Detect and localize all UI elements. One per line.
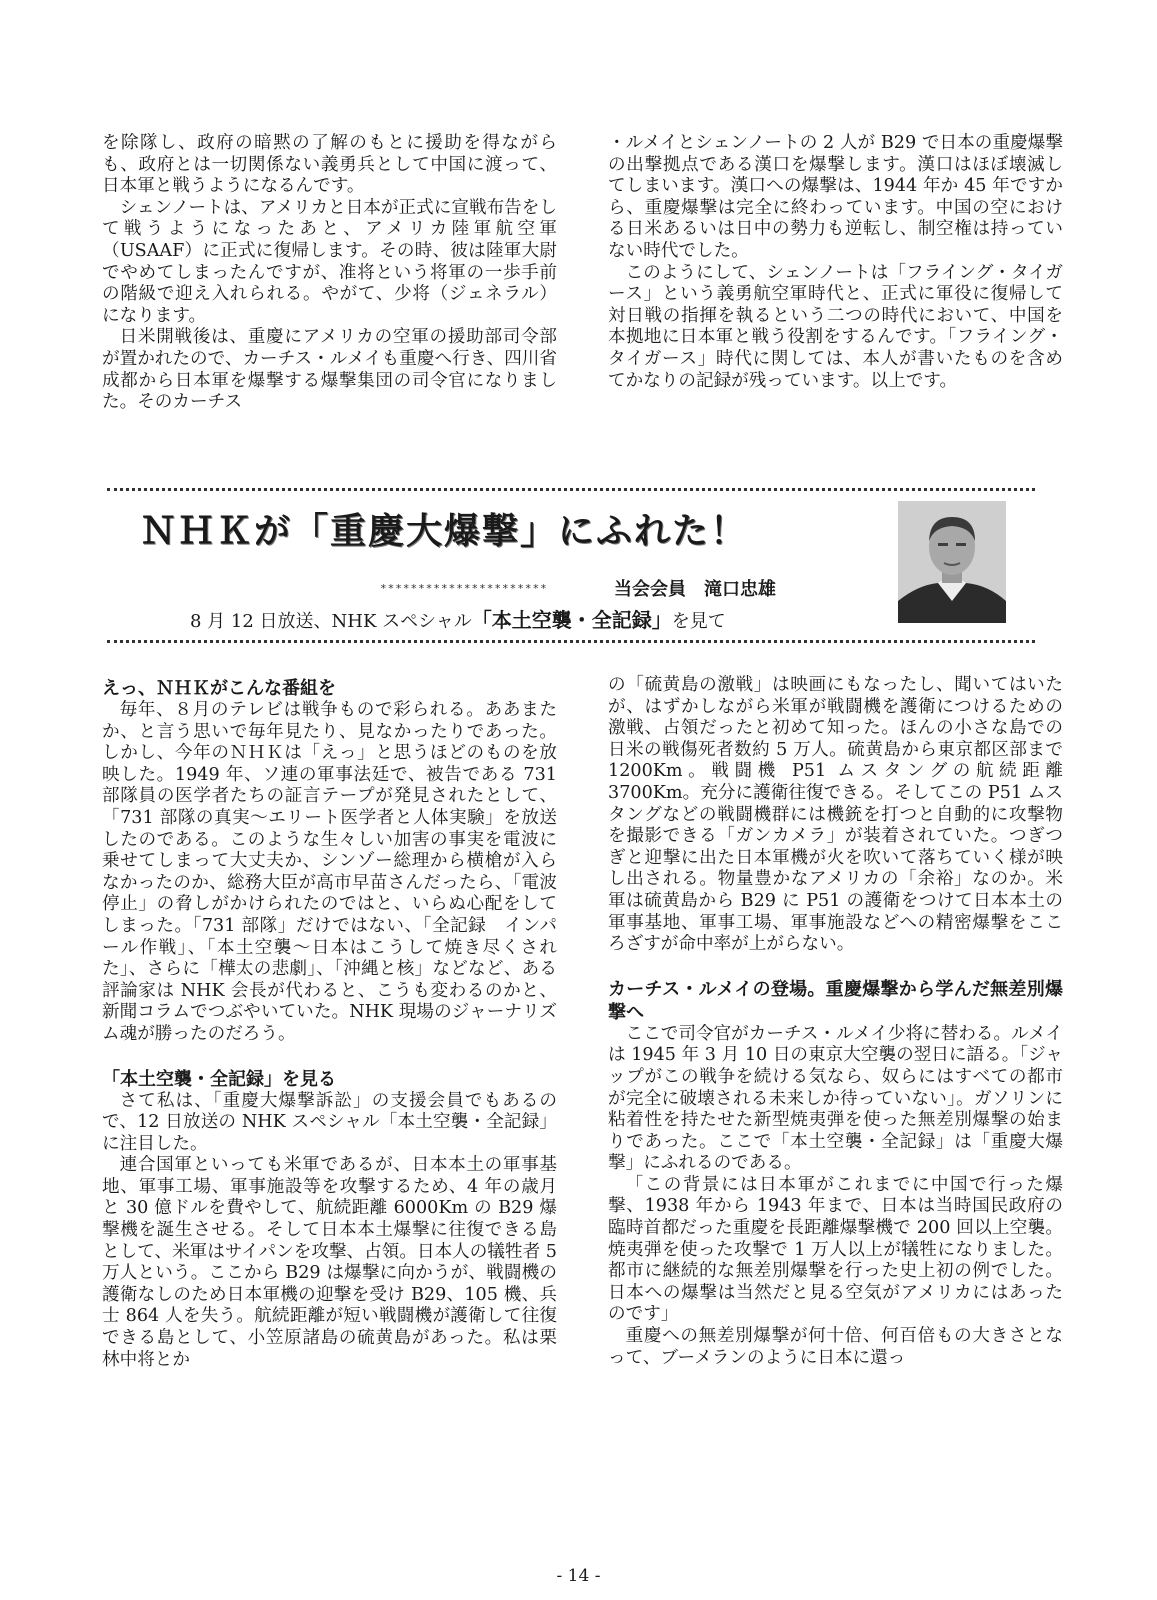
paragraph: ここで司令官がカーチス・ルメイ少将に替わる。ルメイは 1945 年 3 月 10 日の東京大空襲の翌日に語る。「ジャップがこの戦争を続ける気なら、奴らにはすべての都市が完全に破壊される未来しか待っていない」。ガソリンに粘着性を持たせた新型焼夷弾を使った無差別爆撃の始まりであった。ここで「本土空襲・全記録」は「重慶大爆撃」にふれるのである。: [608, 1023, 1063, 1174]
paragraph: の「硫黄島の激戦」は映画にもなったし、聞いてはいたが、はずかしながら米軍が戦闘機を護衛につけるための激戦、占領だったと初めて知った。ほんの小さな島での日米の戦傷死者数約 5 万人。硫黄島から東京都区部まで 1200Km。戦闘機 P51 ムスタングの航続距離 3700Km。充分に護衛往復できる。そしてこの P51 ムスタングなどの戦闘機群には機銃を打つと自動的に攻撃物を撮影できる「ガンカメラ」が装着されていた。つぎつぎと迎撃に出た日本軍機が火を吹いて落ちていく様が映し出される。物量豊かなアメリカの「余裕」なのか。米軍は硫黄島から B29 に P51 の護衛をつけて日本本土の軍事基地、軍事工場、軍事施設などへの精密爆撃をこころざすが命中率が上がらない。: [608, 675, 1063, 955]
article-right-column: [608, 675, 1063, 1369]
decorative-stars: **********************: [380, 582, 548, 595]
section-heading: カーチス・ルメイの登場。重慶爆撃から学んだ無差別爆撃へ: [608, 978, 1063, 1023]
paragraph: このようにして、シェンノートは「フライング・タイガース」という義勇航空軍時代と、正式に軍役に復帰して対日戦の指揮を執るという二つの時代において、中国を本拠地に日本軍と戦う役割をするんです。「フライング・タイガース」時代に関しては、本人が書いたものを含めてかなりの記録が残っています。以上です。: [608, 262, 1063, 391]
paragraph: ・ルメイとシェンノートの 2 人が B29 で日本の重慶爆撃の出撃拠点である漢口を爆撃します。漢口はほぼ壊滅してしまいます。漢口への爆撃は、1944 年か 45 年ですから、重慶爆撃は完全に終わっています。中国の空における日米あるいは日中の勢力も逆転し、制空権は持っていない時代でした。: [608, 133, 1063, 261]
paragraph: を除隊し、政府の暗黙の了解のもとに援助を得ながらも、政府とは一切関係ない義勇兵として中国に渡って、日本軍と戦うようになるんです。: [102, 133, 557, 197]
section-heading: 「本土空襲・全記録」を見る: [102, 1068, 336, 1090]
subtitle-text: 8 月 12 日放送、NHK スペシャル: [190, 611, 472, 632]
dotted-divider-bottom: [107, 640, 1035, 643]
dotted-divider-top: [107, 488, 1035, 491]
paragraph: さて私は、「重慶大爆撃訴訟」の支援会員でもあるので、12 日放送の NHK スペシャル「本土空襲・全記録」に注目した。: [102, 1090, 557, 1154]
paragraph: 重慶への無差別爆撃が何十倍、何百倍もの大きさとなって、ブーメランのように日本に還っ: [608, 1326, 1063, 1368]
article-left-column: [102, 677, 557, 1371]
page-number: - 14 -: [556, 1566, 601, 1586]
section-heading: えっ、ＮＨＫがこんな番組を: [102, 678, 336, 699]
paragraph: シェンノートは、アメリカと日本が正式に宣戦布告をして戦うようになったあと、アメリカ陸軍航空軍（USAAF）に正式に復帰します。その時、彼は陸軍大尉でやめてしまったんですが、准将という将軍の一歩手前の階級で迎え入れられる。やがて、少将（ジェネラル）になります。: [102, 197, 557, 326]
article-headline: ＮＨＫが「重慶大爆撃」にふれた！: [140, 511, 749, 552]
paragraph: 「この背景には日本軍がこれまでに中国で行った爆撃、1938 年から 1943 年まで、日本は当時国民政府の臨時首都だった重慶を長距離爆撃機で 200 回以上空襲。焼夷弾を使った攻撃で 1 万人以上が犠牲になりました。都市に継続的な無差別爆撃を行った史上初の例でした。日本への爆撃は当然だと見る空気がアメリカにはあったのです」: [608, 1174, 1063, 1325]
author-photo: [898, 501, 1006, 623]
paragraph: 連合国軍といっても米軍であるが、日本本土の軍事基地、軍事工場、軍事施設等を攻撃するため、4 年の歳月と 30 億ドルを費やして、航続距離 6000Km の B29 爆撃機を誕生させる。そして日本本土爆撃に往復できる島として、米軍はサイパンを攻撃、占領。日本人の犠牲者 5 万人という。ここから B29 は爆撃に向かうが、戦闘機の護衛なしのため日本軍機の迎撃を受け B29、105 機、兵士 864 人を失う。航続距離が短い戦闘機が護衛して往復できる島として、小笠原諸島の硫黄島があった。私は栗林中将とか: [102, 1155, 557, 1370]
article-subtitle: [190, 604, 726, 633]
subtitle-text-end: を見て: [671, 611, 726, 632]
top-right-column: [608, 133, 1063, 392]
subtitle-program-title: 「本土空襲・全記録」: [471, 608, 672, 632]
author-byline: 当会会員 滝口忠雄: [614, 579, 776, 600]
top-left-column: [102, 133, 557, 414]
paragraph: 日米開戦後は、重慶にアメリカの空軍の援助部司令部が置かれたので、カーチス・ルメイも重慶へ行き、四川省成都から日本軍を爆撃する爆撃集団の司令官になりました。そのカーチス: [102, 327, 557, 413]
paragraph: 毎年、８月のテレビは戦争もので彩られる。ああまたか、と言う思いで毎年見たり、見なかったりであった。しかし、今年のＮＨＫは「えっ」と思うほどのものを放映した。1949 年、ソ連の軍事法廷で、被告である 731 部隊員の医学者たちの証言テープが発見されたとして、「731 部隊の真実〜エリート医学者と人体実験」を放送したのである。このような生々しい加害の事実を電波に乗せてしまって大丈夫か、シンゾー総理から横槍が入らなかったのか、総務大臣が高市早苗さんだったら、「電波停止」の脅しがかけられたのではと、いらぬ心配をしてしまった。「731 部隊」だけではない、「全記録 インパール作戦」、「本土空襲〜日本はこうして焼き尽くされた」、さらに「樺太の悲劇」、「沖縄と核」などなど、ある評論家は NHK 会長が代わると、こうも変わるのかと、新聞コラムでつぶやいていた。NHK 現場のジャーナリズム魂が勝ったのだろう。: [102, 700, 557, 1044]
